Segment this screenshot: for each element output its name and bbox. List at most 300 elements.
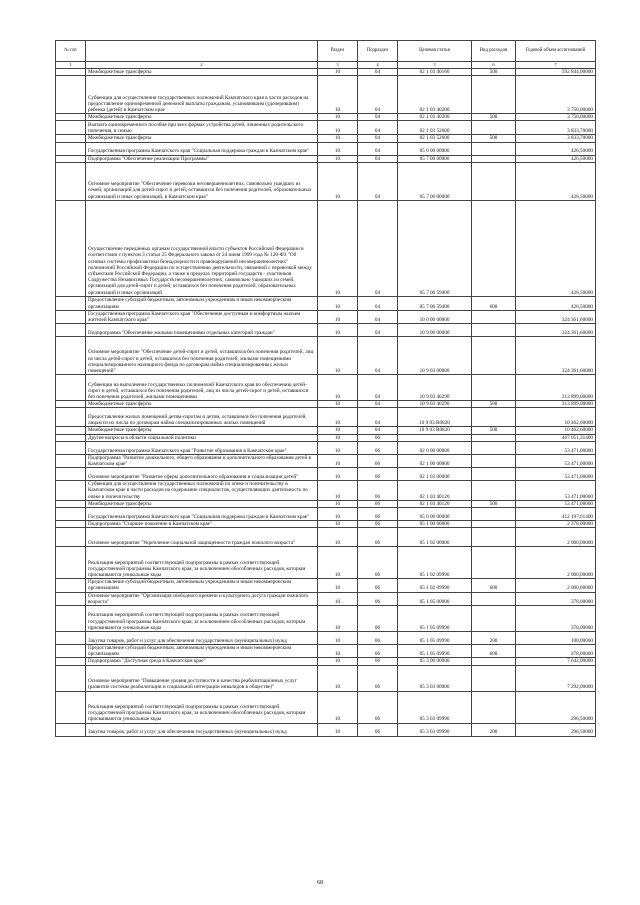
cell-amount: 2 000,00000 [516,547,596,579]
col-number: 4 [358,62,398,69]
cell-target-article: 05 0 00 00000 [398,142,472,155]
cell-expense-type: 600 [472,645,516,658]
cell-amount: 278,00000 [516,645,596,658]
cell-target-article: 02 1 03 40120 [398,500,472,507]
cell-subsection: 06 [358,521,398,528]
cell-section: 10 [318,121,358,135]
table-row [56,658,596,665]
page-number: 68 [317,880,323,886]
cell-amount: 3 750,00000 [516,76,596,114]
cell-number [56,114,86,121]
cell-number [56,408,86,427]
cell-name: Предоставление субсидий бюджетным, автономным учреждениям и иным некоммерческим организациям [86,645,318,658]
cell-section: 10 [318,547,358,579]
cell-expense-type [472,121,516,135]
cell-target-article: 02 1 03 40200 [398,114,472,121]
cell-name: Субвенции для осуществления государственных полномочий по опеке и попечительству в Камчатском крае в части расходов на содержание специалистов, осуществляющих деятельность по опеке и попечительству [86,481,318,501]
cell-number [56,200,86,296]
cell-number [56,155,86,162]
cell-expense-type [472,162,516,200]
cell-section: 10 [318,69,358,76]
table-row [56,427,596,434]
table-row [56,645,596,658]
cell-target-article: 05 3 03 09990 [398,723,472,736]
table-row [56,500,596,507]
cell-subsection: 04 [358,162,398,200]
header-expense-type: Вид расходов [472,41,516,62]
table-row [56,375,596,401]
cell-subsection: 04 [358,200,398,296]
cell-name: Межбюджетные трансферты [86,401,318,408]
cell-target-article: 05 1 02 09990 [398,547,472,579]
cell-target-article: 05 0 00 00000 [398,508,472,521]
cell-subsection: 06 [358,723,398,736]
cell-number [56,441,86,454]
cell-amount: 3 833,70000 [516,135,596,142]
cell-section: 10 [318,324,358,337]
table-row [56,200,596,296]
cell-target-article: 10 9 03 40290 [398,401,472,408]
cell-section: 10 [318,658,358,665]
cell-subsection: 06 [358,508,398,521]
table-row [56,665,596,691]
header-number: № п/п [56,41,86,62]
cell-expense-type [472,528,516,547]
cell-amount: 3 750,00000 [516,114,596,121]
cell-amount: 592 844,00000 [516,69,596,76]
cell-expense-type [472,508,516,521]
cell-name: Подпрограмма "Доступная среда в Камчатском крае" [86,658,318,665]
cell-section: 10 [318,441,358,454]
cell-subsection: 04 [358,324,398,337]
table-row [56,408,596,427]
cell-subsection: 06 [358,500,398,507]
cell-target-article: 05 7 00 00000 [398,155,472,162]
cell-number [56,547,86,579]
cell-subsection: 06 [358,579,398,592]
cell-number [56,296,86,310]
cell-name: Субвенции для осуществления государственных полномочий Камчатского края в части расходов на предоставление единовременной денежной выплаты гражданам, усыновившим (удочерившим) ребенка (детей) в Камчатском крае [86,76,318,114]
col-number: 7 [516,62,596,69]
header-section: Раздел [318,41,358,62]
cell-subsection: 04 [358,408,398,427]
cell-subsection: 06 [358,528,398,547]
cell-amount: 324 361,60000 [516,310,596,323]
cell-name: Основное мероприятие "Обеспечение детей-сирот и детей, оставшихся без попечения родителей, лиц из числа детей-сирот и детей, оставшихся без попечения родителей, жилыми помещениями специализированного жилищного фонда по договорам найма специализированных жилых помещений" [86,337,318,375]
cell-target-article: 02 1 03 00000 [398,468,472,481]
cell-subsection: 04 [358,375,398,401]
cell-amount: 324 361,60000 [516,324,596,337]
cell-section: 10 [318,454,358,467]
table-row [56,723,596,736]
table-row [56,296,596,310]
cell-section: 10 [318,691,358,723]
cell-name: Государственная программа Камчатского края "Развитие образования в Камчатском крае" [86,441,318,454]
cell-section: 10 [318,427,358,434]
cell-number [56,508,86,521]
table-row [56,76,596,114]
cell-subsection: 06 [358,481,398,501]
cell-subsection: 04 [358,401,398,408]
table-row [56,401,596,408]
cell-name: Закупка товаров, работ и услуг для обеспечения государственных (муниципальных) нужд [86,723,318,736]
cell-number [56,69,86,76]
table-row [56,114,596,121]
cell-subsection: 04 [358,142,398,155]
cell-subsection: 06 [358,632,398,645]
cell-section: 10 [318,468,358,481]
cell-subsection: 06 [358,441,398,454]
cell-expense-type [472,441,516,454]
table-row [56,310,596,323]
cell-target-article: 05 1 05 09990 [398,606,472,632]
cell-name: Субвенции на выполнение государственных полномочий Камчатского края по обеспечению детей-сирот и детей, оставшихся без попечения родителей, лиц из числа детей-сирот и детей, оставшихся без попечения родителей, жилыми помещениями [86,375,318,401]
cell-number [56,658,86,665]
cell-expense-type [472,337,516,375]
cell-name: Межбюджетные трансферты [86,135,318,142]
cell-target-article: 05 1 00 00000 [398,521,472,528]
table-row [56,632,596,645]
table-row [56,69,596,76]
cell-name: Подпрограмма "Обеспечение реализации Программы" [86,155,318,162]
cell-amount: 324 361,60000 [516,337,596,375]
cell-name: Предоставление субсидий бюджетным, автономным учреждениям и иным некоммерческим организациям [86,296,318,310]
cell-number [56,665,86,691]
col-number: 1 [56,62,86,69]
cell-expense-type [472,324,516,337]
cell-amount: 2 000,00000 [516,528,596,547]
cell-amount: 53 471,00000 [516,441,596,454]
cell-number [56,606,86,632]
cell-amount: 7 292,00000 [516,665,596,691]
cell-expense-type [472,375,516,401]
cell-section: 10 [318,723,358,736]
cell-expense-type [472,434,516,441]
cell-expense-type [472,142,516,155]
cell-target-article: 02 1 03 52600 [398,121,472,135]
cell-target-article: 02 1 00 00000 [398,454,472,467]
cell-number [56,528,86,547]
cell-section: 10 [318,592,358,605]
cell-section: 10 [318,500,358,507]
cell-section: 10 [318,401,358,408]
cell-expense-type [472,76,516,114]
cell-target-article: 02 1 03 40200 [398,76,472,114]
cell-target-article: 02 1 03 40120 [398,481,472,501]
table-row [56,155,596,162]
cell-target-article: 10 9 03 40290 [398,375,472,401]
table-body [56,69,596,737]
cell-target-article: 02 0 00 00000 [398,441,472,454]
cell-subsection: 06 [358,434,398,441]
cell-target-article: 05 1 05 00000 [398,592,472,605]
cell-subsection: 04 [358,69,398,76]
cell-expense-type [472,521,516,528]
cell-section: 10 [318,481,358,501]
cell-amount: 100,00000 [516,632,596,645]
cell-section: 10 [318,114,358,121]
cell-name: Предоставление субсидий бюджетным, автономным учреждениям и иным некоммерческим организациям [86,579,318,592]
cell-section: 10 [318,665,358,691]
cell-subsection: 06 [358,454,398,467]
cell-amount: 53 471,00000 [516,454,596,467]
cell-subsection: 04 [358,296,398,310]
cell-amount: 426,50000 [516,162,596,200]
cell-subsection: 04 [358,337,398,375]
cell-target-article: 10 9 03 R0820 [398,408,472,427]
cell-amount: 378,00000 [516,606,596,632]
cell-number [56,592,86,605]
table-row [56,606,596,632]
cell-name: Подпрограмма "Развитие дошкольного, общего образования и дополнительного образования детей в Камчатском крае" [86,454,318,467]
cell-section: 10 [318,155,358,162]
cell-name: Другие вопросы в области социальной политики [86,434,318,441]
cell-number [56,691,86,723]
cell-subsection: 06 [358,592,398,605]
cell-subsection: 06 [358,665,398,691]
cell-subsection: 04 [358,135,398,142]
cell-amount: 2 378,00000 [516,521,596,528]
cell-section: 10 [318,579,358,592]
cell-number [56,427,86,434]
cell-name: Выплата единовременного пособия при всех формах устройства детей, лишенных родительского попечения, в семью [86,121,318,135]
cell-target-article: 02 1 03 40160 [398,69,472,76]
cell-name: Государственная программа Камчатского края "Социальная поддержка граждан в Камчатском крае" [86,142,318,155]
cell-name: Основное мероприятие "Организация свободного времени и культурного досуга граждан пожилого возраста" [86,592,318,605]
cell-expense-type [472,310,516,323]
cell-target-article: 10 9 00 00000 [398,324,472,337]
cell-section: 10 [318,135,358,142]
cell-amount: 467 051,31400 [516,434,596,441]
cell-section: 10 [318,200,358,296]
table-row [56,592,596,605]
cell-section: 10 [318,337,358,375]
cell-number [56,454,86,467]
cell-name: Основное мероприятие "Развитие сферы дополнительного образования и социализации детей" [86,468,318,481]
cell-subsection: 06 [358,547,398,579]
cell-subsection: 06 [358,606,398,632]
cell-subsection: 06 [358,645,398,658]
column-number-row [56,62,596,69]
col-number: 5 [398,62,472,69]
cell-expense-type [472,606,516,632]
cell-name: Подпрограмма "Старшее поколение в Камчатском крае" [86,521,318,528]
table-row [56,121,596,135]
cell-number [56,310,86,323]
cell-target-article: 05 3 00 00000 [398,658,472,665]
cell-amount: 3 833,70000 [516,121,596,135]
cell-subsection: 04 [358,310,398,323]
cell-name: Межбюджетные трансферты [86,69,318,76]
header-annual-amount: Годовой объем ассигнований [516,41,596,62]
cell-expense-type [472,658,516,665]
cell-amount: 426,50000 [516,200,596,296]
cell-expense-type [472,155,516,162]
cell-amount: 426,50000 [516,155,596,162]
cell-amount: 2 000,00000 [516,579,596,592]
cell-number [56,375,86,401]
cell-amount: 313 899,00000 [516,401,596,408]
cell-amount: 10 462,60000 [516,427,596,434]
cell-section: 10 [318,645,358,658]
cell-expense-type: 500 [472,114,516,121]
cell-name: Государственная программа Камчатского края "Обеспечение доступным и комфортным жильем жителей Камчатского края" [86,310,318,323]
table-row [56,135,596,142]
cell-section: 10 [318,434,358,441]
cell-amount: 426,50000 [516,142,596,155]
header-target-article: Целевая статья [398,41,472,62]
cell-target-article: 02 1 03 52600 [398,135,472,142]
cell-target-article: 10 0 00 00000 [398,310,472,323]
cell-number [56,521,86,528]
table-row [56,468,596,481]
cell-number [56,579,86,592]
cell-name: Межбюджетные трансферты [86,114,318,121]
cell-name: Межбюджетные трансферты [86,500,318,507]
cell-name: Государственная программа Камчатского края "Социальная поддержка граждан в Камчатском крае" [86,508,318,521]
cell-amount: 378,00000 [516,592,596,605]
cell-amount: 53 471,00000 [516,468,596,481]
cell-section: 10 [318,296,358,310]
cell-number [56,121,86,135]
cell-number [56,162,86,200]
cell-number [56,76,86,114]
cell-expense-type: 200 [472,632,516,645]
cell-target-article: 05 1 05 09990 [398,645,472,658]
table-header-row [56,41,596,62]
cell-expense-type: 500 [472,500,516,507]
cell-name: Осуществление переданных органам государственной власти субъектов Российской Федерации в соответствии с пунктом 3 статьи 25 Федерального закона от 24 июня 1999 года № 120-ФЗ "Об основах системы профилактики безнадзорности и правонарушений несовершеннолетних" полномочий Российской Федерации по осуществлению деятельности, связанной с перевозкой между субъектами Российской Федерации, а также в пределах территорий государств - участников Содружества Независимых Государств несовершеннолетних, самовольно ушедших из семей, организаций для детей-сирот и детей, оставшихся без попечения родителей, образовательных организаций и иных организаций [86,200,318,296]
cell-target-article: 10 9 03 R0820 [398,427,472,434]
table-row [56,528,596,547]
cell-expense-type [472,200,516,296]
cell-section: 10 [318,310,358,323]
cell-amount: 296,50000 [516,723,596,736]
cell-expense-type: 500 [472,69,516,76]
cell-number [56,481,86,501]
cell-subsection: 06 [358,658,398,665]
table-row [56,142,596,155]
cell-section: 10 [318,142,358,155]
cell-subsection: 04 [358,76,398,114]
cell-number [56,723,86,736]
cell-name: Реализация мероприятий соответствующей подпрограммы в рамках соответствующей государственной программы Камчатского края, за исключением обособленных расходов, которым присваиваются уникальные коды [86,691,318,723]
cell-number [56,434,86,441]
header-subsection: Подраздел [358,41,398,62]
cell-expense-type [472,468,516,481]
table-row [56,454,596,467]
cell-subsection: 04 [358,114,398,121]
cell-number [56,401,86,408]
cell-name: Предоставление жилых помещений детям-сиротам и детям, оставшимся без попечения родителей, лицам из их числа по договорам найма специализированных жилых помещений [86,408,318,427]
cell-section: 10 [318,528,358,547]
cell-amount: 7 642,00000 [516,658,596,665]
cell-name: Основное мероприятие "Обеспечение перевозки несовершеннолетних, самовольно ушедших из семей, организаций для детей-сирот и детей, оставшихся без попечения родителей, образовательных организаций и иных организаций, в Камчатском крае" [86,162,318,200]
cell-expense-type [472,592,516,605]
table-row [56,508,596,521]
cell-target-article [398,434,472,441]
table-row [56,547,596,579]
cell-section: 10 [318,606,358,632]
cell-target-article: 05 7 06 59400 [398,296,472,310]
cell-target-article: 05 1 02 09990 [398,579,472,592]
table-row [56,521,596,528]
cell-target-article: 10 9 03 00000 [398,337,472,375]
table-row [56,579,596,592]
cell-section: 10 [318,408,358,427]
cell-amount: 53 471,00000 [516,481,596,501]
table-row [56,434,596,441]
cell-expense-type: 200 [472,723,516,736]
cell-target-article: 05 7 06 59400 [398,200,472,296]
cell-section: 10 [318,162,358,200]
cell-target-article: 05 3 03 00000 [398,665,472,691]
cell-subsection: 06 [358,691,398,723]
cell-expense-type: 600 [472,296,516,310]
cell-target-article: 05 7 06 00000 [398,162,472,200]
cell-section: 10 [318,632,358,645]
cell-amount: 412 197,61400 [516,508,596,521]
table-row [56,441,596,454]
cell-expense-type [472,481,516,501]
cell-number [56,324,86,337]
cell-expense-type: 500 [472,427,516,434]
cell-section: 10 [318,521,358,528]
budget-table-page [55,40,595,737]
cell-amount: 10 462,60000 [516,408,596,427]
cell-name: Основное мероприятие "Повышение уровня доступности и качества реабилитационных услуг (развитие системы реабилитации и социальной интеграции инвалидов в обществе)" [86,665,318,691]
cell-expense-type: 500 [472,135,516,142]
cell-section: 10 [318,375,358,401]
cell-number [56,142,86,155]
cell-name: Межбюджетные трансферты [86,427,318,434]
col-number: 6 [472,62,516,69]
cell-name: Реализация мероприятий соответствующей подпрограммы в рамках соответствующей государственной программы Камчатского края, за исключением обособленных расходов, которым присваиваются уникальные коды [86,547,318,579]
cell-number [56,645,86,658]
cell-expense-type [472,408,516,427]
cell-target-article: 05 1 05 09990 [398,632,472,645]
cell-number [56,135,86,142]
cell-subsection: 04 [358,155,398,162]
cell-section: 10 [318,508,358,521]
table-row [56,324,596,337]
cell-name: Основное мероприятие "Укрепление социальной защищенности граждан пожилого возраста" [86,528,318,547]
cell-expense-type: 600 [472,579,516,592]
table-row [56,481,596,501]
cell-amount: 296,50000 [516,691,596,723]
cell-subsection: 06 [358,468,398,481]
table-row [56,691,596,723]
budget-allocation-table [55,40,596,737]
cell-expense-type [472,691,516,723]
cell-amount: 53 471,00000 [516,500,596,507]
cell-expense-type: 500 [472,401,516,408]
cell-expense-type [472,454,516,467]
cell-name: Закупка товаров, работ и услуг для обеспечения государственных (муниципальных) нужд [86,632,318,645]
cell-number [56,468,86,481]
cell-expense-type [472,665,516,691]
cell-target-article: 05 3 03 09990 [398,691,472,723]
header-name [86,41,318,62]
cell-name: Подпрограмма "Обеспечение жилыми помещениями отдельных категорий граждан" [86,324,318,337]
cell-section: 10 [318,76,358,114]
cell-expense-type [472,547,516,579]
cell-number [56,632,86,645]
col-number: 3 [318,62,358,69]
cell-subsection: 04 [358,121,398,135]
cell-number [56,500,86,507]
cell-amount: 426,50000 [516,296,596,310]
